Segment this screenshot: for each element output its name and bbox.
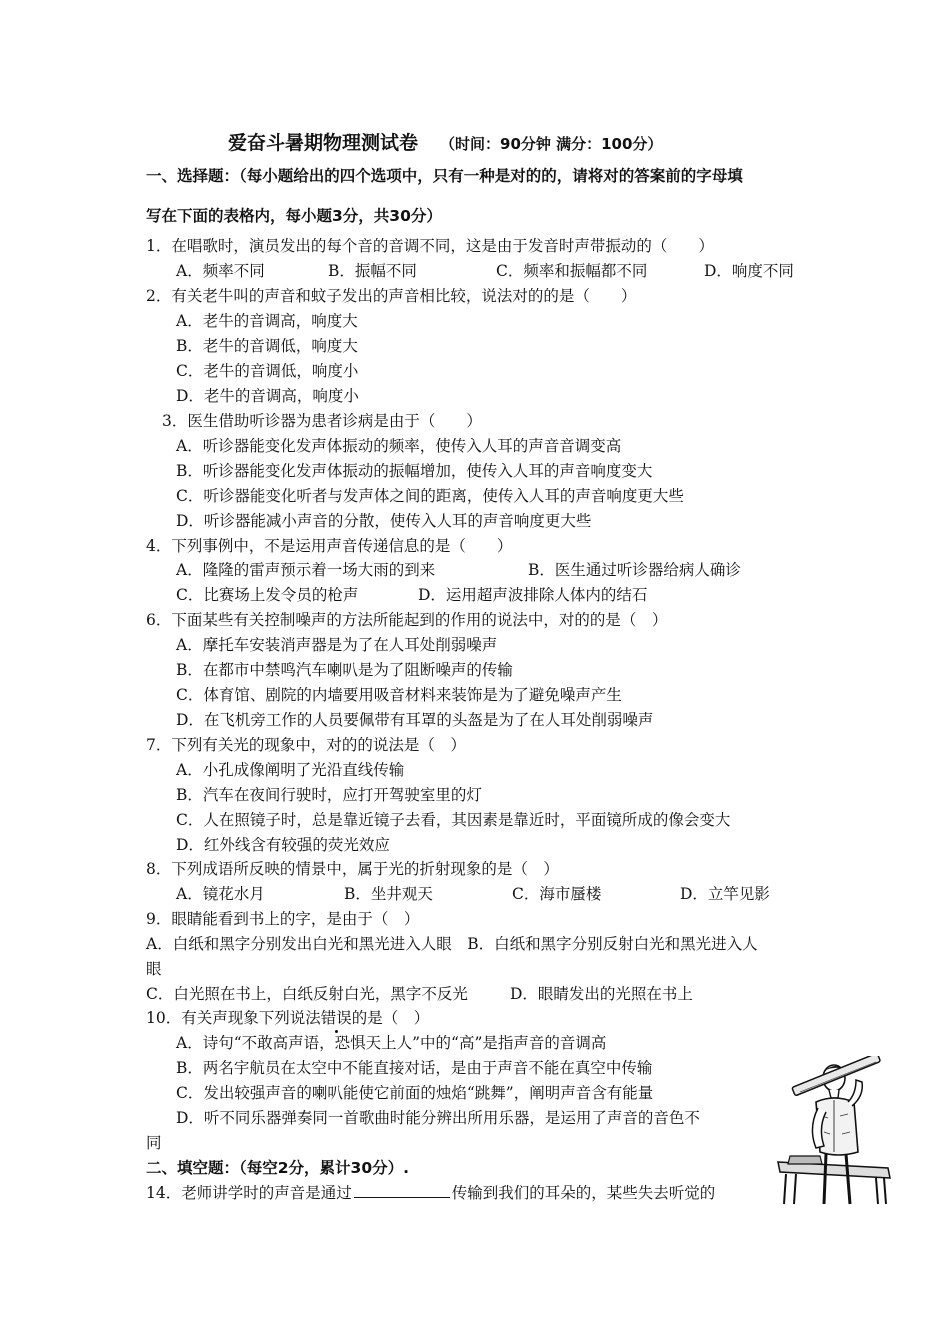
question-2-option-c: C．老牛的音调低，响度小: [176, 362, 359, 380]
option-c: C．海市蜃楼: [512, 885, 602, 903]
option-c: C．频率和振幅都不同: [496, 262, 648, 280]
question-6-stem: 6．下面某些有关控制噪声的方法所能起到的作用的说法中，对的的是（ ）: [146, 611, 668, 629]
option-a: A．隆隆的雷声预示着一场大雨的到来: [176, 561, 436, 579]
option-a: A．镜花水月: [176, 885, 265, 903]
question-10-option-a: A．诗句“不敢高声语，恐惧天上人”中的“高”是指声音的音调高: [176, 1034, 607, 1052]
question-2-option-a: A．老牛的音调高，响度大: [176, 312, 358, 330]
question-10-option-c: C．发出较强声音的喇叭能使它前面的烛焰“跳舞”，阐明声音含有能量: [176, 1084, 654, 1102]
question-7-option-c: C．人在照镜子时，总是靠近镜子去看，其因素是靠近时，平面镜所成的像会变大: [176, 811, 731, 829]
stem-suffix: 传输到我们的耳朵的，某些失去听觉的: [451, 1184, 716, 1202]
stem-prefix: 10．有关声现象下列说法: [146, 1009, 321, 1027]
question-9-stem: 9．眼睛能看到书上的字，是由于（ ）: [146, 910, 420, 928]
answer-blank: [354, 1183, 450, 1198]
option-c: C．比赛场上发令员的枪声: [176, 586, 359, 604]
question-6-option-c: C．体育馆、剧院的内墙要用吸音材料来装饰是为了避免噪声产生: [176, 686, 622, 704]
question-7-stem: 7．下列有关光的现象中，对的的说法是（ ）: [146, 736, 466, 754]
question-3-option-b: B．听诊器能变化发声体振动的振幅增加，使传入人耳的声音响度变大: [176, 462, 653, 480]
question-7-option-d: D．红外线含有较强的荧光效应: [176, 836, 390, 854]
question-2-option-d: D．老牛的音调高，响度小: [176, 387, 359, 405]
option-a: A．频率不同: [176, 262, 265, 280]
section1-heading-line2: 写在下面的表格内，每小题3分，共30分）: [146, 207, 442, 225]
question-3-option-a: A．听诊器能变化发声体振动的频率，使传入人耳的声音音调变高: [176, 437, 622, 455]
option-b: B．坐井观天: [344, 885, 433, 903]
question-7-option-a: A．小孔成像阐明了光沿直线传输: [176, 761, 405, 779]
option-b: B．医生通过听诊器给病人确诊: [528, 561, 741, 579]
question-3-option-d: D．听诊器能减小声音的分散，使传入人耳的声音响度更大些: [176, 512, 592, 530]
option-d: D．立竿见影: [680, 885, 770, 903]
option-d: D．响度不同: [704, 262, 794, 280]
question-10-stem: [146, 1006, 429, 1028]
option-d: D．眼睛发出的光照在书上: [510, 985, 693, 1003]
question-1-stem: 1．在唱歌时，演员发出的每个音的音调不同，这是由于发音时声带振动的（ ）: [146, 237, 714, 255]
craftsman-illustration: [776, 1056, 894, 1206]
section1-heading-line1: 一、选择题：（每小题给出的四个选项中，只有一种是对的的，请将对的答案前的字母填: [146, 167, 743, 185]
option-b: B．振幅不同: [328, 262, 417, 280]
question-3-stem: 3．医生借助听诊器为患者诊病是由于（ ）: [162, 412, 482, 430]
stem-suffix: 的是（ ）: [351, 1009, 430, 1027]
question-2-option-b: B．老牛的音调低，响度大: [176, 337, 358, 355]
question-2-stem: 2．有关老牛叫的声音和蚊子发出的声音相比较，说法对的的是（ ）: [146, 287, 637, 305]
question-14-stem: [146, 1181, 715, 1203]
option-c: C．白光照在书上，白纸反射白光，黑字不反光: [146, 985, 468, 1003]
question-9-options-ab-line2: 眼: [146, 960, 162, 978]
question-7-option-b: B．汽车在夜间行驶时，应打开驾驶室里的灯: [176, 786, 482, 804]
emphasis-marked-word: 错误: [320, 1009, 352, 1027]
title-row: [228, 128, 662, 155]
stem-prefix: 14．老师讲学时的声音是通过: [146, 1184, 352, 1202]
question-8-stem: 8．下列成语所反映的情景中，属于光的折射现象的是（ ）: [146, 860, 559, 878]
question-10-option-d-line2: 同: [146, 1134, 162, 1152]
question-10-option-b: B．两名宇航员在太空中不能直接对话，是由于声音不能在真空中传输: [176, 1059, 653, 1077]
page-title: 爱奋斗暑期物理测试卷: [228, 132, 419, 154]
question-6-option-d: D．在飞机旁工作的人员要佩带有耳罩的头盔是为了在人耳处削弱噪声: [176, 711, 654, 729]
section2-heading: 二、填空题：（每空2分，累计30分）.: [146, 1159, 409, 1177]
question-3-option-c: C．听诊器能变化听者与发声体之间的距离，使传入人耳的声音响度更大些: [176, 487, 684, 505]
question-10-option-d-line1: D．听不同乐器弹奏同一首歌曲时能分辨出所用乐器，是运用了声音的音色不: [176, 1109, 700, 1127]
question-9-options-ab-line1: A．白纸和黑字分别发出白光和黑光进入人眼 B．白纸和黑字分别反射白光和黑光进入人: [146, 935, 758, 953]
time-score-note: （时间：90分钟 满分：100分）: [440, 135, 663, 153]
question-6-option-b: B．在都市中禁鸣汽车喇叭是为了阻断噪声的传输: [176, 661, 513, 679]
question-4-stem: 4．下列事例中，不是运用声音传递信息的是（ ）: [146, 537, 513, 555]
option-d: D．运用超声波排除人体内的结石: [418, 586, 648, 604]
question-6-option-a: A．摩托车安装消声器是为了在人耳处削弱噪声: [176, 636, 498, 654]
